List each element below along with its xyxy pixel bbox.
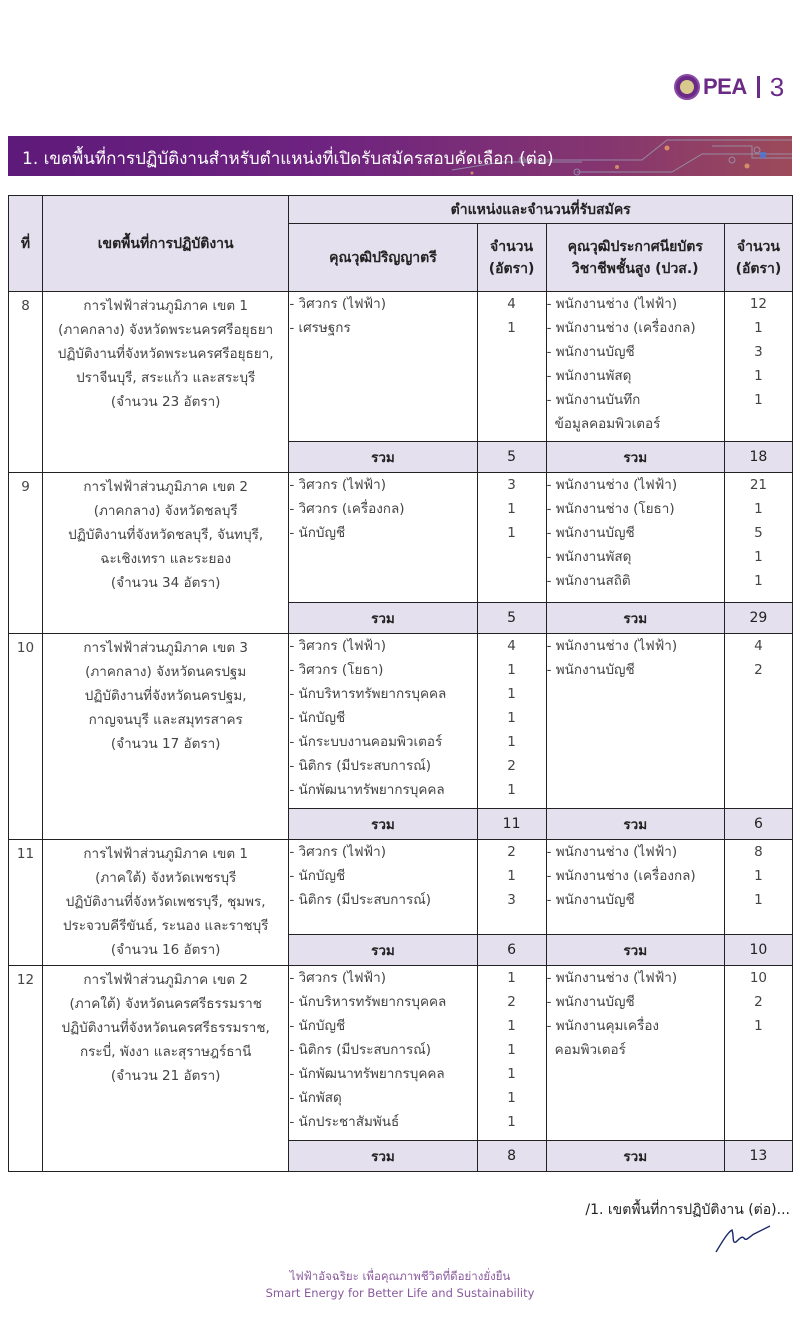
position-label: - พนักงานช่าง (ไฟฟ้า): [546, 638, 678, 654]
area-line: (จำนวน 16 อัตรา): [110, 942, 221, 958]
position-item: [547, 473, 724, 497]
continuation-note: /1. เขตพื้นที่การปฏิบัติงาน (ต่อ)...: [585, 1202, 790, 1218]
bachelor-total: 11: [477, 809, 546, 840]
position-count: 4: [507, 296, 516, 312]
position-item: - นักพัฒนาทรัพยากรบุคคล: [289, 1066, 445, 1082]
bachelor-positions: [289, 966, 477, 1141]
position-count: 4: [507, 638, 516, 654]
position-item: [547, 1014, 724, 1062]
position-count: 5: [754, 525, 763, 541]
logo-text: PEA: [703, 74, 747, 99]
position-count: 1: [754, 868, 763, 884]
bachelor-counts: [477, 840, 546, 935]
area-description: [43, 473, 289, 634]
area-description: [43, 966, 289, 1172]
position-count: 1: [507, 1018, 516, 1034]
position-item: [547, 497, 724, 521]
area-line: การไฟฟ้าส่วนภูมิภาค เขต 3: [83, 640, 248, 656]
position-count: 1: [754, 392, 763, 408]
position-item: - นักประชาสัมพันธ์: [289, 1114, 400, 1130]
row-number: 10: [9, 634, 43, 840]
position-label: - พนักงานบัญชี: [546, 525, 635, 541]
header-positions-group: ตำแหน่งและจำนวนที่รับสมัคร: [289, 196, 793, 224]
position-count: 2: [754, 662, 763, 678]
position-item: [547, 545, 724, 569]
position-label: - พนักงานบัญชี: [546, 892, 635, 908]
position-item: [547, 292, 724, 316]
position-count: 1: [507, 501, 516, 517]
position-item: - นักบัญชี: [289, 1018, 346, 1034]
position-item: - นักระบบงานคอมพิวเตอร์: [289, 734, 443, 750]
position-count: 10: [749, 970, 768, 986]
header-vocational-count: จำนวน (อัตรา): [724, 224, 792, 292]
vocational-counts: [724, 966, 792, 1141]
position-item: - นิติกร (มีประสบการณ์): [289, 758, 432, 774]
area-line: การไฟฟ้าส่วนภูมิภาค เขต 2: [83, 972, 248, 988]
bachelor-positions: [289, 292, 477, 442]
position-label: - พนักงานพัสดุ: [546, 549, 632, 565]
position-item: [547, 840, 724, 864]
area-line: การไฟฟ้าส่วนภูมิภาค เขต 1: [83, 846, 248, 862]
position-item: - นักพัสดุ: [289, 1090, 342, 1106]
total-label: รวม: [289, 809, 477, 840]
position-item: [547, 864, 724, 888]
footer-thai-slogan: ไฟฟ้าอัจฉริยะ เพื่อคุณภาพชีวิตที่ดีอย่างยั่งยืน: [289, 1269, 511, 1283]
position-count: 1: [507, 320, 516, 336]
vocational-positions: [546, 473, 724, 603]
area-line: (ภาคใต้) จังหวัดนครศรีธรรมราช: [69, 996, 262, 1012]
table-row: [9, 966, 793, 1141]
area-line: ปฏิบัติงานที่จังหวัดนครปฐม,: [84, 688, 247, 704]
pea-logo: [674, 72, 784, 102]
position-count: 3: [507, 892, 516, 908]
table-row: [9, 473, 793, 603]
position-item: - วิศวกร (เครื่องกล): [289, 501, 405, 517]
area-line: (ภาคกลาง) จังหวัดนครปฐม: [85, 664, 247, 680]
bachelor-total: 6: [477, 935, 546, 966]
position-count: 1: [507, 1066, 516, 1082]
position-count: 3: [754, 344, 763, 360]
position-item: - นักบริหารทรัพยากรบุคคล: [289, 686, 447, 702]
area-description: [43, 634, 289, 840]
header-vocational: คุณวุฒิประกาศนียบัตร วิชาชีพชั้นสูง (ปวส.): [546, 224, 724, 292]
position-item: [547, 966, 724, 990]
position-item: [547, 990, 724, 1014]
vocational-total: 18: [724, 442, 792, 473]
position-count: 1: [507, 868, 516, 884]
area-line: กระบี่, พังงา และสุราษฎร์ธานี: [80, 1044, 252, 1060]
bachelor-counts: [477, 292, 546, 442]
position-count: 8: [754, 844, 763, 860]
total-label: รวม: [546, 935, 724, 966]
position-label-continued: ข้อมูลคอมพิวเตอร์: [554, 416, 661, 432]
position-count: 3: [507, 477, 516, 493]
table-row: [9, 292, 793, 442]
area-description: [43, 840, 289, 966]
vocational-positions: [546, 840, 724, 935]
position-item: - นักบริหารทรัพยากรบุคคล: [289, 994, 447, 1010]
total-label: รวม: [546, 442, 724, 473]
bachelor-counts: [477, 473, 546, 603]
area-line: (จำนวน 17 อัตรา): [110, 736, 221, 752]
position-count: 1: [507, 782, 516, 798]
position-count: 1: [507, 734, 516, 750]
position-count: 1: [754, 1018, 763, 1034]
header-area: เขตพื้นที่การปฏิบัติงาน: [43, 196, 289, 292]
bachelor-positions: [289, 473, 477, 603]
position-label: - พนักงานช่าง (โยธา): [546, 501, 675, 517]
position-item: - วิศวกร (ไฟฟ้า): [289, 970, 386, 986]
area-line: (จำนวน 34 อัตรา): [110, 575, 221, 591]
position-item: - นักพัฒนาทรัพยากรบุคคล: [289, 782, 445, 798]
total-label: รวม: [546, 603, 724, 634]
area-line: (ภาคกลาง) จังหวัดชลบุรี: [93, 503, 238, 519]
area-line: ปฏิบัติงานที่จังหวัดพระนครศรีอยุธยา,: [57, 346, 274, 362]
header-bachelor: คุณวุฒิปริญญาตรี: [289, 224, 477, 292]
header-no: ที่: [9, 196, 43, 292]
total-label: รวม: [546, 809, 724, 840]
area-line: (จำนวน 21 อัตรา): [110, 1068, 221, 1084]
vocational-counts: [724, 634, 792, 809]
section-title: 1. เขตพื้นที่การปฏิบัติงานสำหรับตำแหน่งที่เปิดรับสมัครสอบคัดเลือก (ต่อ): [22, 149, 554, 169]
position-label: - พนักงานคุมเครื่อง: [546, 1018, 660, 1034]
position-count: 1: [507, 1042, 516, 1058]
total-label: รวม: [546, 1141, 724, 1172]
area-line: ปฏิบัติงานที่จังหวัดชลบุรี, จันทบุรี,: [68, 527, 264, 543]
row-number: 11: [9, 840, 43, 966]
footer-slogan: [0, 1268, 800, 1302]
bachelor-total: 5: [477, 442, 546, 473]
vocational-counts: [724, 292, 792, 442]
section-banner: [8, 136, 792, 176]
position-count: 4: [754, 638, 763, 654]
position-count: 1: [754, 501, 763, 517]
area-line: กาญจนบุรี และสมุทรสาคร: [88, 712, 243, 728]
position-item: [547, 316, 724, 340]
position-count: 1: [754, 368, 763, 384]
position-count: 1: [507, 525, 516, 541]
vocational-total: 10: [724, 935, 792, 966]
position-item: - เศรษฐกร: [289, 320, 351, 336]
bachelor-positions: [289, 840, 477, 935]
area-line: ปราจีนบุรี, สระแก้ว และสระบุรี: [76, 370, 256, 386]
position-count: 1: [507, 1090, 516, 1106]
position-item: - นักบัญชี: [289, 868, 346, 884]
table-row: [9, 634, 793, 809]
position-item: - วิศวกร (โยธา): [289, 662, 384, 678]
position-label: - พนักงานช่าง (ไฟฟ้า): [546, 970, 678, 986]
position-count: 1: [507, 710, 516, 726]
bachelor-counts: [477, 966, 546, 1141]
position-item: [547, 888, 724, 912]
position-count: 2: [754, 994, 763, 1010]
position-item: [547, 569, 724, 593]
position-item: [547, 340, 724, 364]
position-item: - นักบัญชี: [289, 710, 346, 726]
area-line: ประจวบคีรีขันธ์, ระนอง และราชบุรี: [62, 918, 269, 934]
position-item: - นิติกร (มีประสบการณ์): [289, 1042, 432, 1058]
position-item: [547, 521, 724, 545]
signature-icon: [712, 1222, 772, 1256]
table-row: [9, 840, 793, 935]
vocational-positions: [546, 966, 724, 1141]
position-label: - พนักงานช่าง (เครื่องกล): [546, 868, 696, 884]
position-label: - พนักงานสถิติ: [546, 573, 631, 589]
position-label: - พนักงานพัสดุ: [546, 368, 632, 384]
position-count: 1: [507, 662, 516, 678]
position-label-continued: คอมพิวเตอร์: [554, 1042, 626, 1058]
bachelor-counts: [477, 634, 546, 809]
area-line: ปฏิบัติงานที่จังหวัดนครศรีธรรมราช,: [61, 1020, 270, 1036]
position-count: 2: [507, 758, 516, 774]
position-count: 21: [749, 477, 768, 493]
position-count: 1: [507, 686, 516, 702]
vocational-total: 13: [724, 1141, 792, 1172]
area-line: (ภาคกลาง) จังหวัดพระนครศรีอยุธยา: [58, 322, 274, 338]
position-item: [547, 388, 724, 436]
row-number: 8: [9, 292, 43, 473]
position-label: - พนักงานบัญชี: [546, 994, 635, 1010]
position-count: 2: [507, 844, 516, 860]
position-count: 1: [507, 970, 516, 986]
position-label: - พนักงานบันทึก: [546, 392, 641, 408]
total-label: รวม: [289, 442, 477, 473]
row-number: 9: [9, 473, 43, 634]
total-label: รวม: [289, 1141, 477, 1172]
position-count: 12: [749, 296, 768, 312]
position-label: - พนักงานบัญชี: [546, 344, 635, 360]
area-line: การไฟฟ้าส่วนภูมิภาค เขต 2: [83, 479, 248, 495]
bachelor-total: 5: [477, 603, 546, 634]
position-item: [547, 634, 724, 658]
position-count: 1: [507, 1114, 516, 1130]
vocational-positions: [546, 292, 724, 442]
total-label: รวม: [289, 603, 477, 634]
page-number: 3: [769, 71, 785, 102]
vocational-counts: [724, 840, 792, 935]
position-label: - พนักงานช่าง (ไฟฟ้า): [546, 477, 678, 493]
row-number: 12: [9, 966, 43, 1172]
position-item: - วิศวกร (ไฟฟ้า): [289, 844, 386, 860]
bachelor-total: 8: [477, 1141, 546, 1172]
pea-emblem-icon: [674, 74, 700, 100]
footer-english-slogan: Smart Energy for Better Life and Sustainability: [265, 1286, 535, 1300]
positions-table: [8, 195, 793, 1172]
area-line: ฉะเชิงเทรา และระยอง: [100, 551, 232, 567]
position-item: - วิศวกร (ไฟฟ้า): [289, 638, 386, 654]
position-label: - พนักงานช่าง (ไฟฟ้า): [546, 296, 678, 312]
position-label: - พนักงานช่าง (ไฟฟ้า): [546, 844, 678, 860]
total-label: รวม: [289, 935, 477, 966]
position-item: - วิศวกร (ไฟฟ้า): [289, 296, 386, 312]
logo-divider: [757, 76, 760, 98]
position-count: 1: [754, 320, 763, 336]
vocational-counts: [724, 473, 792, 603]
header-bachelor-count: จำนวน (อัตรา): [477, 224, 546, 292]
area-line: การไฟฟ้าส่วนภูมิภาค เขต 1: [83, 298, 248, 314]
vocational-positions: [546, 634, 724, 809]
position-count: 1: [754, 573, 763, 589]
area-line: ปฏิบัติงานที่จังหวัดเพชรบุรี, ชุมพร,: [65, 894, 266, 910]
position-item: [547, 364, 724, 388]
position-count: 1: [754, 549, 763, 565]
area-description: [43, 292, 289, 473]
position-item: - วิศวกร (ไฟฟ้า): [289, 477, 386, 493]
position-count: 2: [507, 994, 516, 1010]
position-item: [547, 658, 724, 682]
vocational-total: 29: [724, 603, 792, 634]
bachelor-positions: [289, 634, 477, 809]
position-label: - พนักงานบัญชี: [546, 662, 635, 678]
vocational-total: 6: [724, 809, 792, 840]
area-line: (จำนวน 23 อัตรา): [110, 394, 221, 410]
position-count: 1: [754, 892, 763, 908]
position-item: - นักบัญชี: [289, 525, 346, 541]
area-line: (ภาคใต้) จังหวัดเพชรบุรี: [95, 870, 237, 886]
position-label: - พนักงานช่าง (เครื่องกล): [546, 320, 696, 336]
position-item: - นิติกร (มีประสบการณ์): [289, 892, 432, 908]
